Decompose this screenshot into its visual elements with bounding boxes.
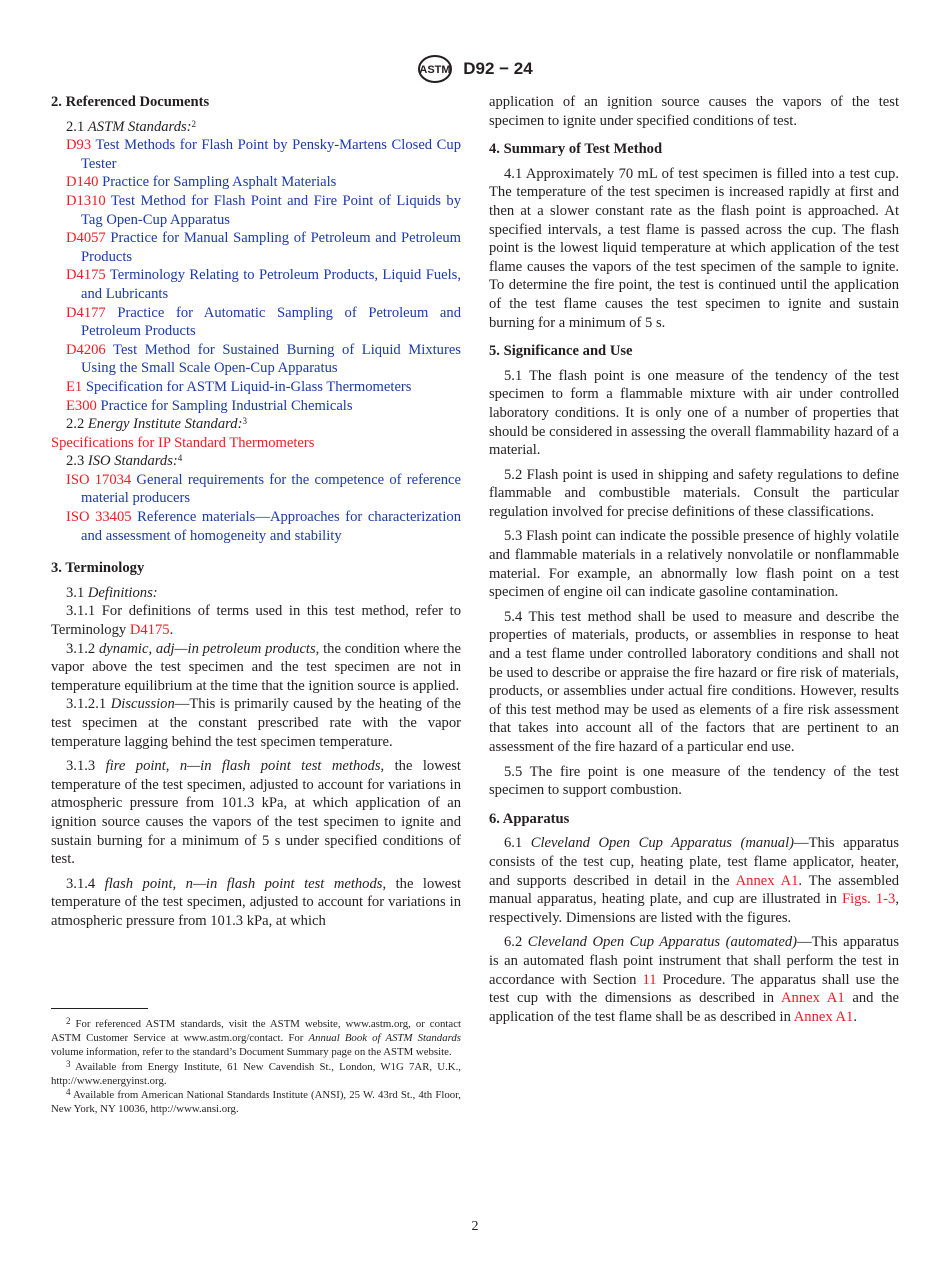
section-3-1: 3.1 Definitions: [66,584,158,601]
section-5-1: 5.1 The flash point is one measure of the tendency of the test specimen to form a flammable mixture with air under controlled laboratory conditions. It is only one of a number of properties that should be considered in assessing the overall flammability hazard of a material. [489,367,899,459]
page-number: 2 [471,1219,479,1234]
footnote-4: $^4$ Available from American National Standards Institute (ANSI), 25 W. 43rd St., 4th Floor, New York, NY 10036, http://www.ansi.org. [51,1087,461,1116]
section-3-1-4-continued: application of an ignition source causes the vapors of the test specimen to ignite under specified conditions of test. [489,94,899,129]
reference-d93[interactable]: D93 Test Methods for Flash Point by Pensky-Martens Closed Cup Tester [66,137,461,172]
section-2-title: 2. Referenced Documents [51,94,210,110]
footnotes [51,1017,461,1116]
link-annex-a1[interactable]: Annex A1 [780,990,845,1007]
section-3-1-2: 3.1.2 dynamic, adj—in petroleum products, the condition where the vapor above the test specimen and the test specimen are not in temperature equilibrium at the time that the ignition source is applied. [51,640,461,694]
reference-iso-33405[interactable]: ISO 33405 Reference materials—Approaches for characterization and assessment of homogeneity and stability [66,509,461,544]
section-3-1-4: 3.1.4 flash point, n—in flash point test methods, the lowest temperature of the test specimen, adjusted to account for variations in atmospheric pressure from 101.3 kPa, at which [51,875,461,929]
footnote-3: $^3$ Available from Energy Institute, 61 New Cavendish St., London, W1G 7AR, U.K., http://www.energyinst.org. [51,1058,461,1087]
left-column [51,93,461,931]
footnote-2: $^2$ For referenced ASTM standards, visit the ASTM website, www.astm.org, or contact ASTM Customer Service at www.astm.org/contact. For Annual Book of ASTM Standards volume information, refer to the standard’s Document Summary page on the ASTM website. [51,1016,461,1059]
document-id: D92 − 24 [463,59,533,78]
section-5-4: 5.4 This test method shall be used to measure and describe the properties of materials, products, or assemblies in response to heat and a test flame under controlled laboratory conditions and shall not be used to describe or appraise the fire hazard or fire risk of materials, products, or assemblies under actual fire conditions. However, results of this test method may be used as elements of a fire risk assessment that takes into account all of the factors that are pertinent to an assessment of the fire hazard of a particular end use. [489,608,899,755]
section-5-5: 5.5 The fire point is one measure of the tendency of the test specimen to support combustion. [489,763,899,799]
reference-d4206[interactable]: D4206 Test Method for Sustained Burning of Liquid Mixtures Using the Small Scale Open-Cup Apparatus [66,341,461,377]
reference-iso-17034[interactable]: ISO 17034 General requirements for the competence of reference material producers [66,471,461,507]
section-3-1-2-1: 3.1.2.1 Discussion—This is primarily caused by the heating of the test specimen at the constant prescribed rate with the vapor temperature lagging behind the test specimen temperature. [51,696,462,750]
reference-d4177[interactable]: D4177 Practice for Automatic Sampling of Petroleum and Petroleum Products [66,304,461,340]
section-3-title: 3. Terminology [51,560,145,577]
reference-d4057[interactable]: D4057 Practice for Manual Sampling of Petroleum and Petroleum Products [66,230,461,265]
footnote-divider [51,1008,148,1009]
section-3-1-1: 3.1.1 For definitions of terms used in this test method, refer to Terminology D4175. [51,603,461,639]
section-2-3: 2.3 ISO Standards:$^4$ [66,453,183,470]
section-2-1: 2.1 ASTM Standards:$^2$ [66,118,197,135]
section-4-1: 4.1 Approximately 70 mL of test specimen is filled into a test cup. The temperature of the test specimen is increased rapidly at first and then at a slower constant rate as the flash point is approached. At specified intervals, a test flame is passed across the cup. The flash point is the lowest liquid temperature at which application of the test flame causes the vapors of the test specimen of the sample to ignite. To determine the fire point, the test is continued until the application of the test flame causes the test specimen to ignite and sustain burning for a minimum of 5 s. [489,165,899,331]
reference-d140[interactable]: D140 Practice for Sampling Asphalt Materials [66,174,337,191]
section-6-2: 6.2 Cleveland Open Cup Apparatus (automated)—This apparatus is an automated flash point instrument that shall perform the test in accordance with Section 11 Procedure. The apparatus shall use the test cup with the dimensions as described in Annex A1 and the application of the test flame shall be as described in Annex A1. [489,934,900,1025]
section-5-3: 5.3 Flash point can indicate the possible presence of highly volatile and flammable materials in a relatively nonvolatile or nonflammable material. For example, an abnormally low flash point on a test specimen of engine oil can indicate gasoline contamination. [489,528,899,601]
link-annex-a1[interactable]: Annex A1 [793,1008,854,1025]
reference-d1310[interactable]: D1310 Test Method for Flash Point and Fire Point of Liquids by Tag Open-Cup Apparatus [66,192,461,228]
reference-d4175[interactable]: D4175 Terminology Relating to Petroleum Products, Liquid Fuels, and Lubricants [66,267,461,302]
section-6-1: 6.1 Cleveland Open Cup Apparatus (manual)—This apparatus consists of the test cup, heating plate, test flame applicator, heater, and supports described in detail in the Annex A1. The assembled manual apparatus, heating plate, and cup are illustrated in Figs. 1-3, respectively. Dimensions are listed with the figures. [489,835,899,926]
reference-e300[interactable]: E300 Practice for Sampling Industrial Chemicals [66,397,353,414]
section-2-2: 2.2 Energy Institute Standard:$^3$ [66,416,247,433]
section-6-title: 6. Apparatus [489,810,570,827]
section-3-1-3: 3.1.3 fire point, n—in flash point test methods, the lowest temperature of the test specimen, adjusted to account for variations in atmospheric pressure from 101.3 kPa, at which application of an ignition source causes the vapors of the test specimen to ignite and sustain burning for a minimum of 5 s under specified conditions of test. [51,758,461,868]
section-5-2: 5.2 Flash point is used in shipping and safety regulations to define flammable and combustible materials. Consult the particular regulation involved for precise definitions of these classifications. [489,466,899,520]
reference-e1[interactable]: E1 Specification for ASTM Liquid-in-Glass Thermometers [66,378,412,395]
page-header [0,54,950,84]
link-d4175[interactable]: D4175 [129,622,170,639]
astm-reference-list [51,136,461,415]
section-4-title: 4. Summary of Test Method [489,141,663,158]
right-column [489,93,899,1026]
link-annex-a1[interactable]: Annex A1 [735,872,799,889]
astm-logo-icon [417,54,453,84]
section-5-title: 5. Significance and Use [489,343,633,360]
link-figs-1-3[interactable]: Figs. 1-3 [841,891,896,908]
reference-ip-thermometers[interactable]: Specifications for IP Standard Thermometers [51,434,315,451]
svg-text:ASTM: ASTM [419,64,451,76]
link-section-11[interactable]: 11 [642,971,657,988]
